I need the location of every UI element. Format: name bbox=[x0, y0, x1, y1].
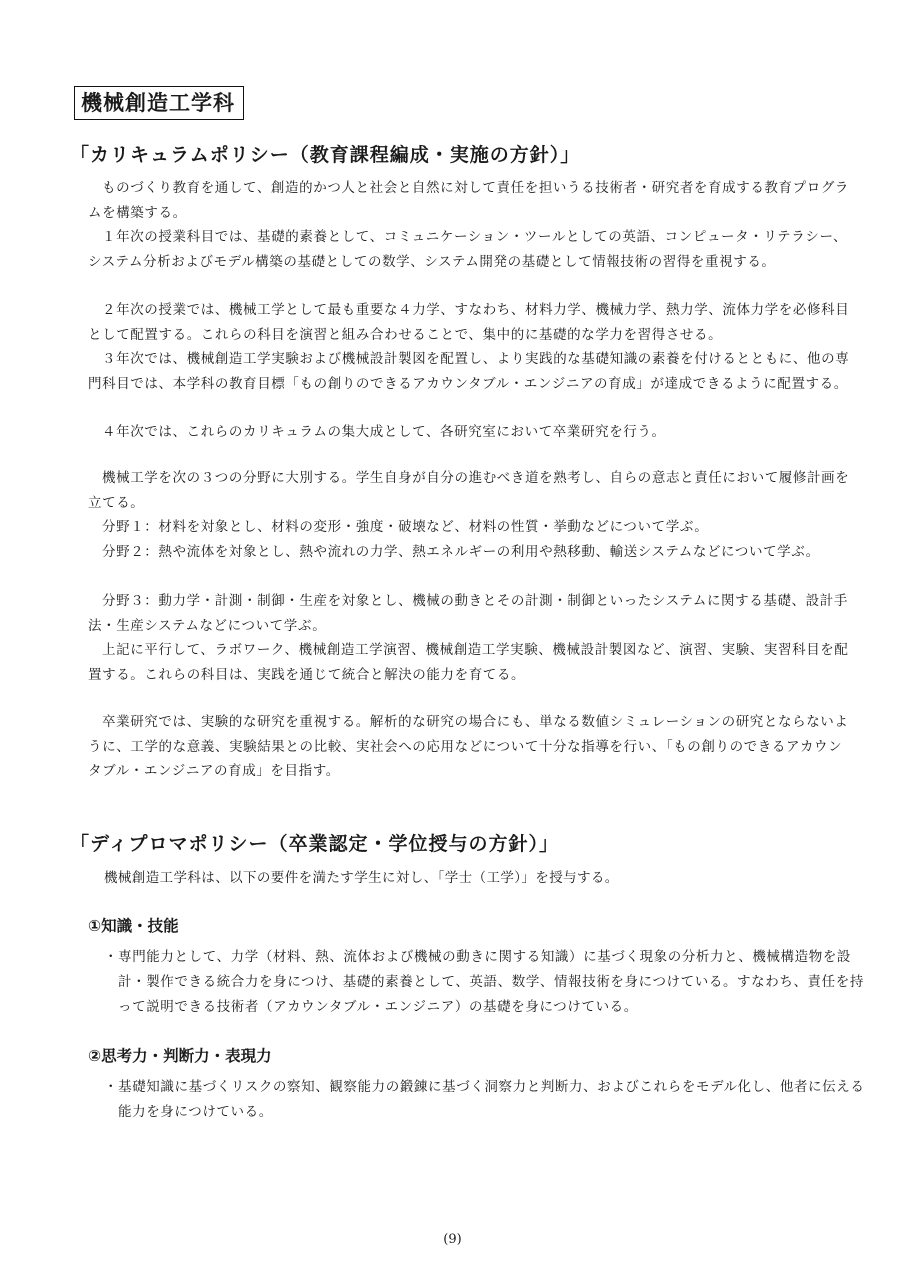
diploma-intro: 機械創造工学科は、以下の要件を満たす学生に対し、「学士（工学）」を授与する。 bbox=[104, 870, 619, 886]
diploma-policy-heading: 「ディプロマポリシー（卒業認定・学位授与の方針）」 bbox=[70, 833, 559, 855]
curriculum-paragraph: 上記に平行して、ラボワーク、機械創造工学演習、機械創造工学実験、機械設計製図など、演習、実験、実習科目を配置する。これらの科目は、実践を通じて統合と解決の能力を育てる。 bbox=[88, 642, 849, 683]
knowledge-skills-bullet: ・専門能力として、力学（材料、熱、流体および機械の動きに関する知識）に基づく現象の分析力と、機械構造物を設計・製作できる統合力を身につけ、基礎的素養として、英語、数学、情報技術を身につけている。すなわち、責任を持って説明できる技術者（アカウンタブル・エンジニア）の基礎を身につけている。 bbox=[104, 949, 864, 1015]
curriculum-paragraph: ものづくり教育を通して、創造的かつ人と社会と自然に対して責任を担いうる技術者・研究者を育成する教育プログラムを構築する。 bbox=[88, 180, 850, 221]
page-title: 機械創造工学科 bbox=[74, 86, 244, 120]
thinking-judgment-bullet: ・基礎知識に基づくリスクの察知、観察能力の鍛錬に基づく洞察力と判断力、およびこれらをモデル化し、他者に伝える能力を身につけている。 bbox=[104, 1079, 865, 1120]
field-description: 分野１：材料を対象とし、材料の変形・強度・破壊など、材料の性質・挙動などについて学ぶ。 bbox=[102, 519, 709, 535]
curriculum-paragraph: ２年次の授業では、機械工学として最も重要な４力学、すなわち、材料力学、機械力学、熱力学、流体力学を必修科目として配置する。これらの科目を演習と組み合わせることで、集中的に基礎的な学力を習得させる。 bbox=[88, 302, 850, 343]
curriculum-paragraph: 機械工学を次の３つの分野に大別する。学生自身が自分の進むべき道を熟考し、自らの意志と責任において履修計画を立てる。 bbox=[88, 470, 850, 511]
curriculum-paragraph: １年次の授業科目では、基礎的素養として、コミュニケーション・ツールとしての英語、コンピュータ・リテラシー、システム分析およびモデル構築の基礎としての数学、システム開発の基礎として情報技術の習得を重視する。 bbox=[88, 229, 848, 270]
knowledge-skills-heading: ①知識・技能 bbox=[88, 917, 179, 935]
curriculum-policy-heading: 「カリキュラムポリシー（教育課程編成・実施の方針）」 bbox=[70, 144, 581, 166]
curriculum-paragraph: 卒業研究では、実験的な研究を重視する。解析的な研究の場合にも、単なる数値シミュレーションの研究とならないように、工学的な意義、実験結果との比較、実社会への応用などについて十分な指導を行い、「もの創りのできるアカウンタブル・エンジニアの育成」を目指す。 bbox=[88, 714, 849, 779]
field-description: 分野２：熱や流体を対象とし、熱や流れの力学、熱エネルギーの利用や熱移動、輸送システムなどについて学ぶ。 bbox=[102, 544, 820, 560]
thinking-judgment-heading: ②思考力・判断力・表現力 bbox=[88, 1047, 272, 1065]
field-description: 分野３：動力学・計測・制御・生産を対象とし、機械の動きとその計測・制御といったシステムに関する基礎、設計手法・生産システムなどについて学ぶ。 bbox=[88, 593, 848, 634]
curriculum-paragraph: ４年次では、これらのカリキュラムの集大成として、各研究室において卒業研究を行う。 bbox=[102, 424, 666, 440]
curriculum-paragraph: ３年次では、機械創造工学実験および機械設計製図を配置し、より実践的な基礎知識の素養を付けるとともに、他の専門科目では、本学科の教育目標「もの創りのできるアカウンタブル・エンジニアの育成」が達成できるように配置する。 bbox=[88, 351, 850, 392]
page-number: (9) bbox=[443, 1232, 462, 1247]
